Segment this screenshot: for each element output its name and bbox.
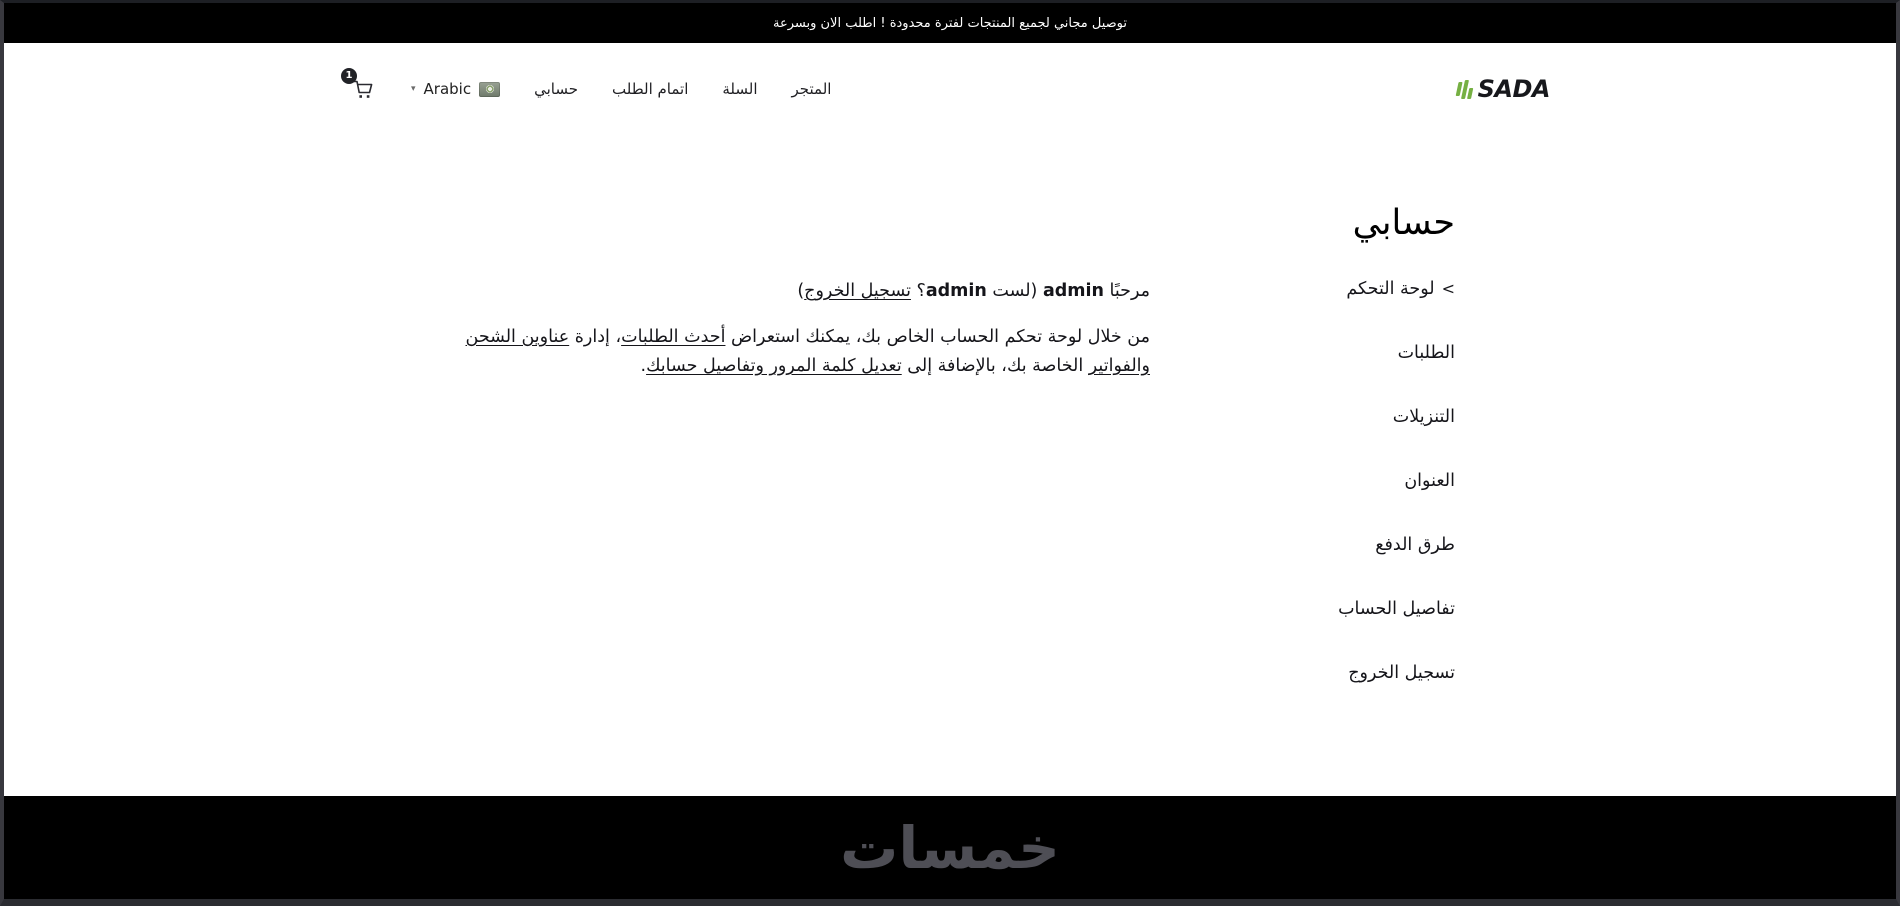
chevron-down-icon: ▾ bbox=[411, 83, 416, 94]
language-label: Arabic bbox=[423, 80, 472, 98]
account-details-link[interactable]: تعديل كلمة المرور وتفاصيل حسابك bbox=[646, 356, 902, 376]
language-switcher[interactable] bbox=[411, 80, 500, 98]
sada-logo[interactable] bbox=[1457, 75, 1550, 103]
sidebar-item-account-details[interactable] bbox=[1195, 597, 1455, 621]
site-header bbox=[4, 43, 1896, 135]
equalizer-bars-icon bbox=[1455, 80, 1475, 99]
recent-orders-link[interactable]: أحدث الطلبات bbox=[621, 327, 726, 347]
active-marker: < bbox=[1441, 279, 1455, 298]
announcement-bar bbox=[4, 3, 1896, 43]
account-sidebar bbox=[1195, 277, 1455, 725]
sidebar-item-logout[interactable] bbox=[1195, 661, 1455, 685]
sidebar-item-label: تفاصيل الحساب bbox=[1338, 599, 1455, 619]
sidebar-item-label: تسجيل الخروج bbox=[1348, 663, 1455, 683]
nav-link-shop[interactable]: المتجر bbox=[791, 80, 832, 98]
sidebar-item-payment-methods[interactable] bbox=[1195, 533, 1455, 557]
nav-link-my-account[interactable]: حسابي bbox=[534, 80, 578, 98]
page-title: حسابي bbox=[1352, 203, 1455, 243]
nav-link-cart[interactable]: السلة bbox=[722, 80, 758, 98]
shopping-cart-icon bbox=[352, 79, 375, 100]
site-footer bbox=[4, 796, 1896, 899]
dashboard-description: من خلال لوحة تحكم الحساب الخاص بك، يمكنك استعراض أحدث الطلبات، إدارة عناوين الشحن والفواتير الخاصة بك، بالإضافة إلى تعديل كلمة المرور وتفاصيل حسابك. bbox=[465, 327, 1150, 376]
dashboard-content bbox=[445, 277, 1150, 381]
sidebar-item-orders[interactable] bbox=[1195, 341, 1455, 365]
main-content bbox=[4, 135, 1896, 796]
khamsat-logo[interactable]: خمسات bbox=[840, 813, 1060, 882]
greeting-text: مرحبًا admin (لست admin؟ تسجيل الخروج) bbox=[797, 281, 1150, 301]
logout-link[interactable]: تسجيل الخروج bbox=[804, 281, 911, 301]
sidebar-item-label: طرق الدفع bbox=[1375, 535, 1455, 555]
sidebar-item-address[interactable] bbox=[1195, 469, 1455, 493]
username: admin bbox=[925, 281, 987, 301]
sidebar-item-label: العنوان bbox=[1404, 471, 1455, 491]
announcement-text: توصيل مجاني لجميع المنتجات لفترة محدودة ! اطلب الان وبسرعة bbox=[772, 15, 1128, 31]
sidebar-item-dashboard[interactable] bbox=[1195, 277, 1455, 301]
sidebar-item-label: الطلبات bbox=[1397, 343, 1455, 363]
cart-count-badge: 1 bbox=[341, 68, 357, 84]
main-navigation bbox=[345, 70, 832, 104]
cart-button[interactable] bbox=[345, 70, 377, 104]
nav-link-checkout[interactable]: اتمام الطلب bbox=[612, 80, 689, 98]
sada-logo-text: SADA bbox=[1477, 75, 1550, 103]
sidebar-item-label: لوحة التحكم bbox=[1346, 279, 1435, 299]
sidebar-item-label: التنزيلات bbox=[1392, 407, 1455, 427]
username: admin bbox=[1042, 281, 1104, 301]
sidebar-item-downloads[interactable] bbox=[1195, 405, 1455, 429]
arabic-flag-icon bbox=[479, 82, 500, 97]
addresses-link[interactable]: عناوين الشحن والفواتير bbox=[465, 327, 1150, 376]
